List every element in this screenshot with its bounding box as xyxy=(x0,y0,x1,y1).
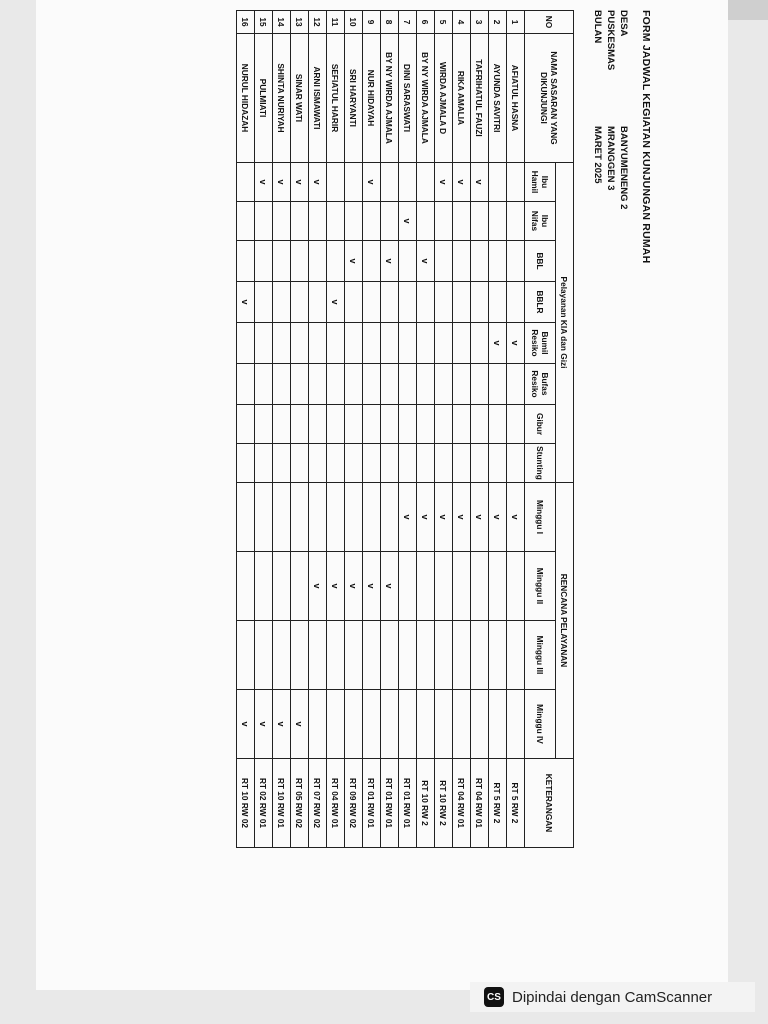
meta-row xyxy=(604,10,617,880)
kia-cell: v xyxy=(273,163,291,202)
rencana-cell xyxy=(273,552,291,621)
kia-cell xyxy=(399,241,417,282)
kia-cell xyxy=(417,323,435,364)
header-name: NAMA SASARAN YANG DIKUNJUNGI xyxy=(525,34,574,163)
rencana-cell xyxy=(363,483,381,552)
kia-cell xyxy=(435,405,453,444)
kia-cell xyxy=(453,444,471,483)
row-name: TAFRIHATUL FAUZI xyxy=(471,34,489,163)
kia-cell xyxy=(309,405,327,444)
kia-cell xyxy=(399,405,417,444)
row-no: 9 xyxy=(363,11,381,34)
kia-cell xyxy=(489,163,507,202)
header-kia-col: Gibur xyxy=(525,405,556,444)
kia-cell xyxy=(237,405,255,444)
kia-cell xyxy=(237,163,255,202)
row-no: 13 xyxy=(291,11,309,34)
meta-value: MRANGGEN 3 xyxy=(605,126,616,191)
kia-cell xyxy=(417,405,435,444)
header-no: NO xyxy=(525,11,574,34)
kia-cell xyxy=(327,241,345,282)
row-no: 15 xyxy=(255,11,273,34)
kia-cell xyxy=(381,444,399,483)
kia-cell xyxy=(237,364,255,405)
table-row xyxy=(309,11,327,848)
rencana-cell xyxy=(273,621,291,690)
row-name: WIRDA AJMALA D xyxy=(435,34,453,163)
kia-cell xyxy=(363,405,381,444)
row-no: 14 xyxy=(273,11,291,34)
header-rencana-group: RENCANA PELAYANAN xyxy=(556,483,574,759)
kia-cell xyxy=(273,202,291,241)
rencana-cell: v xyxy=(507,483,525,552)
kia-cell xyxy=(489,364,507,405)
rencana-cell: v xyxy=(273,690,291,759)
kia-cell xyxy=(291,323,309,364)
kia-cell xyxy=(507,405,525,444)
kia-cell xyxy=(345,323,363,364)
row-name: DINI SARASWATI xyxy=(399,34,417,163)
row-keterangan: RT 07 RW 02 xyxy=(309,759,327,848)
kia-cell xyxy=(507,444,525,483)
table-row xyxy=(291,11,309,848)
kia-cell xyxy=(471,202,489,241)
rencana-cell: v xyxy=(381,552,399,621)
row-name: AYUNDA SAVITRI xyxy=(489,34,507,163)
rencana-cell xyxy=(309,690,327,759)
row-name: SINAR WATI xyxy=(291,34,309,163)
kia-cell xyxy=(291,202,309,241)
kia-cell xyxy=(417,163,435,202)
kia-cell xyxy=(363,444,381,483)
row-name: SEFIATUL HARIR xyxy=(327,34,345,163)
kia-cell xyxy=(273,405,291,444)
kia-cell xyxy=(435,202,453,241)
kia-cell xyxy=(507,202,525,241)
kia-cell xyxy=(237,241,255,282)
row-keterangan: RT 5 RW 2 xyxy=(507,759,525,848)
row-no: 11 xyxy=(327,11,345,34)
header-keterangan: KETERANGAN xyxy=(525,759,574,848)
kia-cell xyxy=(417,364,435,405)
kia-cell xyxy=(273,364,291,405)
header-kia-col: BBL xyxy=(525,241,556,282)
page-corner xyxy=(728,0,768,20)
kia-cell: v xyxy=(363,163,381,202)
kia-cell xyxy=(507,163,525,202)
kia-cell: v xyxy=(345,241,363,282)
rencana-cell xyxy=(291,621,309,690)
header-kia-col: Ibu Hamil xyxy=(525,163,556,202)
row-keterangan: RT 5 RW 2 xyxy=(489,759,507,848)
row-keterangan: RT 10 RW 01 xyxy=(273,759,291,848)
kia-cell xyxy=(273,323,291,364)
kia-cell xyxy=(309,202,327,241)
kia-cell xyxy=(255,241,273,282)
kia-cell xyxy=(291,405,309,444)
rencana-cell xyxy=(237,621,255,690)
kia-cell xyxy=(363,202,381,241)
rencana-cell xyxy=(435,690,453,759)
kia-cell xyxy=(309,364,327,405)
header-kia-group: Pelayanan KIA dan Gizi xyxy=(556,163,574,483)
kia-cell xyxy=(255,282,273,323)
row-keterangan: RT 05 RW 02 xyxy=(291,759,309,848)
kia-cell xyxy=(381,323,399,364)
kia-cell xyxy=(255,364,273,405)
kia-cell xyxy=(327,364,345,405)
kia-cell xyxy=(507,241,525,282)
kia-cell xyxy=(435,241,453,282)
row-no: 5 xyxy=(435,11,453,34)
kia-cell xyxy=(237,323,255,364)
kia-cell xyxy=(309,323,327,364)
kia-cell xyxy=(327,444,345,483)
rencana-cell: v xyxy=(471,483,489,552)
row-name: BY NY WIRDA AJMALA xyxy=(381,34,399,163)
kia-cell xyxy=(453,364,471,405)
kia-cell xyxy=(345,405,363,444)
header-kia-col: Bumil Resiko xyxy=(525,323,556,364)
kia-cell xyxy=(435,364,453,405)
rencana-cell xyxy=(381,621,399,690)
rencana-cell xyxy=(363,621,381,690)
kia-cell: v xyxy=(309,163,327,202)
kia-cell xyxy=(471,364,489,405)
table-row xyxy=(471,11,489,848)
kia-cell xyxy=(471,282,489,323)
rencana-cell: v xyxy=(309,552,327,621)
kia-cell xyxy=(507,282,525,323)
rencana-cell xyxy=(453,621,471,690)
row-name: NURUL HIDAZAH xyxy=(237,34,255,163)
rencana-cell: v xyxy=(435,483,453,552)
kia-cell xyxy=(273,282,291,323)
kia-cell xyxy=(345,202,363,241)
rencana-cell: v xyxy=(237,690,255,759)
rencana-cell: v xyxy=(327,552,345,621)
kia-cell xyxy=(507,364,525,405)
rencana-cell xyxy=(291,483,309,552)
rencana-cell: v xyxy=(489,483,507,552)
kia-cell: v xyxy=(435,163,453,202)
kia-cell xyxy=(471,405,489,444)
table-row xyxy=(381,11,399,848)
meta-label: PUSKESMAS xyxy=(605,10,616,71)
meta-label: DESA xyxy=(618,10,629,37)
rencana-cell xyxy=(507,621,525,690)
kia-cell xyxy=(453,323,471,364)
rencana-cell xyxy=(417,690,435,759)
rencana-cell xyxy=(381,483,399,552)
kia-cell xyxy=(291,282,309,323)
kia-cell xyxy=(345,444,363,483)
kia-cell xyxy=(399,323,417,364)
kia-cell xyxy=(381,282,399,323)
kia-cell xyxy=(399,364,417,405)
rencana-cell xyxy=(255,552,273,621)
kia-cell: v xyxy=(327,282,345,323)
kia-cell xyxy=(489,444,507,483)
meta-value: BANYUMENENG 2 xyxy=(618,126,629,210)
kia-cell xyxy=(255,405,273,444)
kia-cell xyxy=(417,282,435,323)
meta-label: BULAN xyxy=(592,10,603,44)
header-rencana-col: Minggu IV xyxy=(525,690,556,759)
rencana-cell xyxy=(507,552,525,621)
rencana-cell xyxy=(345,621,363,690)
kia-cell xyxy=(363,323,381,364)
kia-cell xyxy=(489,202,507,241)
row-keterangan: RT 01 RW 01 xyxy=(381,759,399,848)
rencana-cell xyxy=(273,483,291,552)
row-name: BY NY WIRDA AJMALA xyxy=(417,34,435,163)
kia-cell: v xyxy=(255,163,273,202)
kia-cell xyxy=(435,323,453,364)
rotated-form xyxy=(60,0,660,890)
row-name: ARNI ISMAWATI xyxy=(309,34,327,163)
rencana-cell xyxy=(255,621,273,690)
rencana-cell xyxy=(417,552,435,621)
kia-cell xyxy=(399,163,417,202)
row-no: 2 xyxy=(489,11,507,34)
rencana-cell xyxy=(291,552,309,621)
kia-cell xyxy=(255,202,273,241)
rencana-cell xyxy=(399,552,417,621)
rencana-cell: v xyxy=(363,552,381,621)
row-keterangan: RT 10 RW 02 xyxy=(237,759,255,848)
row-keterangan: RT 04 RW 01 xyxy=(453,759,471,848)
kia-cell xyxy=(273,241,291,282)
kia-cell xyxy=(453,241,471,282)
table-row xyxy=(237,11,255,848)
kia-cell xyxy=(381,405,399,444)
rencana-cell xyxy=(435,552,453,621)
row-keterangan: RT 04 RW 01 xyxy=(471,759,489,848)
kia-cell xyxy=(273,444,291,483)
kia-cell xyxy=(399,282,417,323)
kia-cell xyxy=(471,323,489,364)
kia-cell xyxy=(327,405,345,444)
row-no: 6 xyxy=(417,11,435,34)
kia-cell xyxy=(237,444,255,483)
row-keterangan: RT 02 RW 01 xyxy=(255,759,273,848)
rencana-cell xyxy=(345,690,363,759)
rencana-cell xyxy=(309,483,327,552)
kia-cell xyxy=(327,202,345,241)
kia-cell xyxy=(363,282,381,323)
rencana-cell xyxy=(471,621,489,690)
rencana-cell: v xyxy=(291,690,309,759)
row-no: 16 xyxy=(237,11,255,34)
form-meta xyxy=(591,10,630,880)
kia-cell: v xyxy=(417,241,435,282)
rencana-cell xyxy=(237,552,255,621)
rencana-cell xyxy=(489,552,507,621)
row-name: RIKA AMALIA xyxy=(453,34,471,163)
rencana-cell xyxy=(327,621,345,690)
kia-cell xyxy=(345,364,363,405)
meta-row xyxy=(591,10,604,880)
kia-cell: v xyxy=(507,323,525,364)
rencana-cell xyxy=(471,690,489,759)
meta-value: MARET 2025 xyxy=(592,126,603,184)
rencana-cell xyxy=(345,483,363,552)
kia-cell xyxy=(381,202,399,241)
header-kia-col: Stunting xyxy=(525,444,556,483)
kia-cell xyxy=(435,282,453,323)
kia-cell xyxy=(309,282,327,323)
schedule-table xyxy=(236,10,574,848)
kia-cell xyxy=(381,364,399,405)
rencana-cell xyxy=(453,552,471,621)
table-row xyxy=(273,11,291,848)
row-keterangan: RT 01 RW 01 xyxy=(399,759,417,848)
rencana-cell: v xyxy=(255,690,273,759)
meta-row xyxy=(617,10,630,880)
row-keterangan: RT 01 RW 01 xyxy=(363,759,381,848)
table-row xyxy=(345,11,363,848)
kia-cell xyxy=(237,202,255,241)
kia-cell: v xyxy=(291,163,309,202)
rencana-cell xyxy=(489,690,507,759)
row-name: PULMIATI xyxy=(255,34,273,163)
rencana-cell xyxy=(399,690,417,759)
row-no: 4 xyxy=(453,11,471,34)
kia-cell xyxy=(489,241,507,282)
row-keterangan: RT 09 RW 02 xyxy=(345,759,363,848)
table-row xyxy=(507,11,525,848)
header-rencana-col: Minggu II xyxy=(525,552,556,621)
kia-cell xyxy=(363,364,381,405)
row-name: SRI HARYANTI xyxy=(345,34,363,163)
table-row xyxy=(327,11,345,848)
row-no: 1 xyxy=(507,11,525,34)
kia-cell xyxy=(327,323,345,364)
kia-cell: v xyxy=(399,202,417,241)
camscanner-icon: CS xyxy=(484,987,504,1007)
kia-cell xyxy=(417,202,435,241)
rencana-cell xyxy=(399,621,417,690)
kia-cell xyxy=(471,241,489,282)
rencana-cell: v xyxy=(345,552,363,621)
kia-cell: v xyxy=(381,241,399,282)
kia-cell xyxy=(255,444,273,483)
row-no: 7 xyxy=(399,11,417,34)
table-row xyxy=(489,11,507,848)
rencana-cell xyxy=(237,483,255,552)
kia-cell: v xyxy=(453,163,471,202)
kia-cell xyxy=(453,405,471,444)
header-rencana-col: Minggu III xyxy=(525,621,556,690)
row-no: 10 xyxy=(345,11,363,34)
kia-cell xyxy=(291,444,309,483)
kia-cell xyxy=(363,241,381,282)
table-row xyxy=(399,11,417,848)
table-row xyxy=(417,11,435,848)
row-keterangan: RT 10 RW 2 xyxy=(417,759,435,848)
rencana-cell: v xyxy=(417,483,435,552)
kia-cell xyxy=(327,163,345,202)
rencana-cell xyxy=(453,690,471,759)
camscanner-text: Dipindai dengan CamScanner xyxy=(512,988,713,1006)
camscanner-badge xyxy=(470,982,755,1012)
rencana-cell xyxy=(435,621,453,690)
kia-cell xyxy=(255,323,273,364)
header-kia-col: BBLR xyxy=(525,282,556,323)
form-title: FORM JADWAL KEGIATAN KUNJUNGAN RUMAH xyxy=(640,10,652,264)
table-row xyxy=(453,11,471,848)
kia-cell xyxy=(309,241,327,282)
kia-cell xyxy=(345,282,363,323)
kia-cell: v xyxy=(237,282,255,323)
kia-cell xyxy=(345,163,363,202)
row-name: NUR HIDAYAH xyxy=(363,34,381,163)
kia-cell: v xyxy=(471,163,489,202)
table-row xyxy=(435,11,453,848)
header-rencana-col: Minggu I xyxy=(525,483,556,552)
kia-cell xyxy=(453,282,471,323)
kia-cell xyxy=(309,444,327,483)
row-keterangan: RT 04 RW 01 xyxy=(327,759,345,848)
kia-cell xyxy=(381,163,399,202)
kia-cell xyxy=(291,241,309,282)
rencana-cell xyxy=(471,552,489,621)
kia-cell xyxy=(291,364,309,405)
rencana-cell: v xyxy=(399,483,417,552)
row-no: 3 xyxy=(471,11,489,34)
row-no: 12 xyxy=(309,11,327,34)
rencana-cell xyxy=(327,483,345,552)
rencana-cell xyxy=(255,483,273,552)
kia-cell xyxy=(489,405,507,444)
header-kia-col: Ibu Nifas xyxy=(525,202,556,241)
rencana-cell xyxy=(327,690,345,759)
rencana-cell xyxy=(489,621,507,690)
kia-cell xyxy=(453,202,471,241)
rencana-cell xyxy=(417,621,435,690)
rencana-cell: v xyxy=(453,483,471,552)
row-name: SHINTA NURIYAH xyxy=(273,34,291,163)
row-name: AFIATUL HASNA xyxy=(507,34,525,163)
rencana-cell xyxy=(309,621,327,690)
table-row xyxy=(363,11,381,848)
kia-cell xyxy=(471,444,489,483)
row-keterangan: RT 10 RW 2 xyxy=(435,759,453,848)
table-row xyxy=(255,11,273,848)
row-no: 8 xyxy=(381,11,399,34)
kia-cell xyxy=(417,444,435,483)
header-kia-col: Bufas Resiko xyxy=(525,364,556,405)
rencana-cell xyxy=(363,690,381,759)
kia-cell: v xyxy=(489,323,507,364)
kia-cell xyxy=(489,282,507,323)
kia-cell xyxy=(435,444,453,483)
kia-cell xyxy=(399,444,417,483)
rencana-cell xyxy=(381,690,399,759)
rencana-cell xyxy=(507,690,525,759)
